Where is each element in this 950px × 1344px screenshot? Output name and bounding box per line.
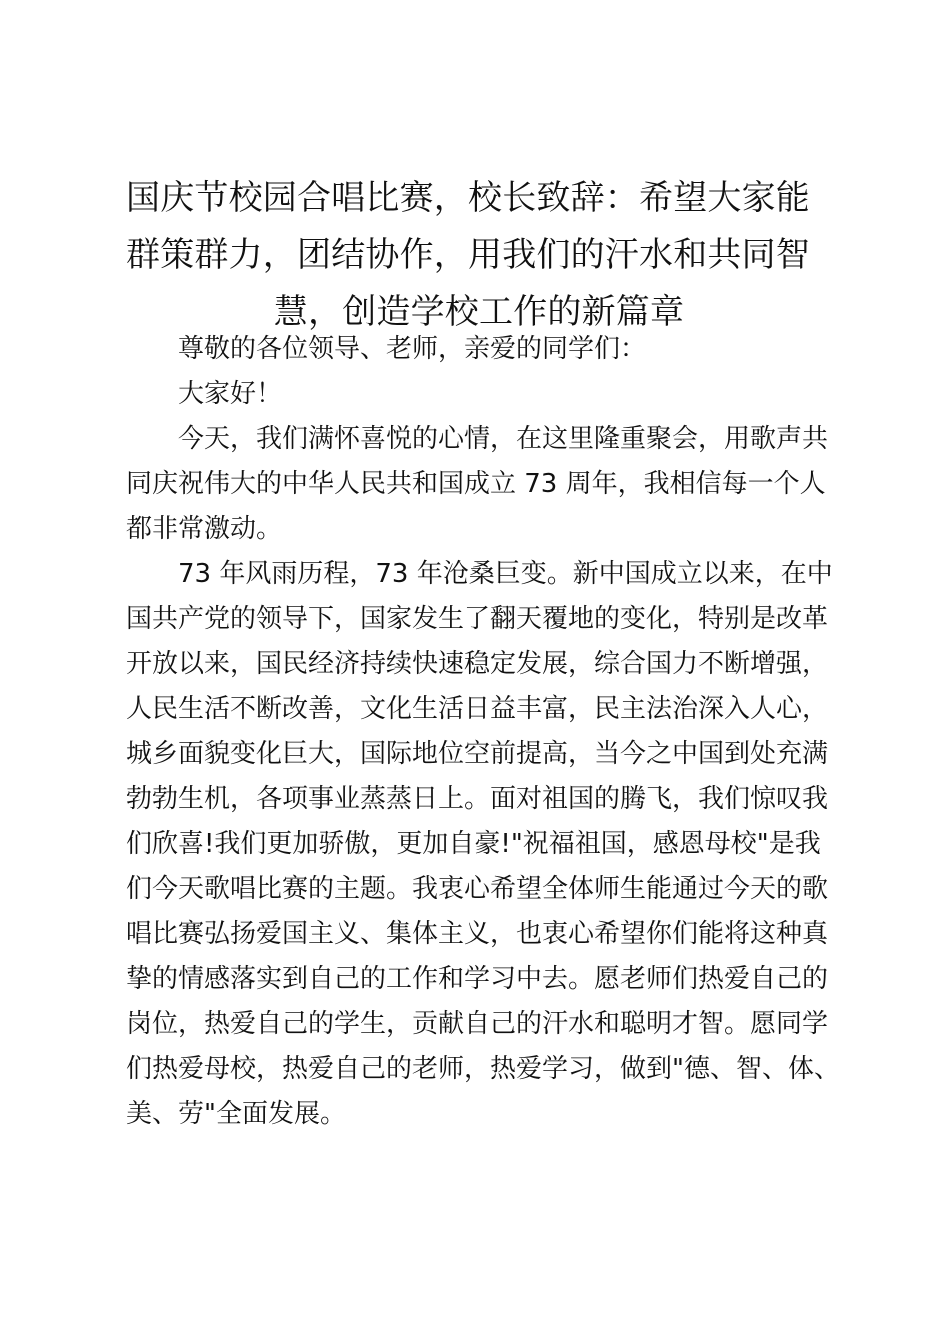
paragraph-line: 城乡面貌变化巨大，国际地位空前提高，当今之中国到处充满 — [126, 739, 829, 769]
title-line: 慧，创造学校工作的新篇章 — [273, 292, 685, 332]
paragraph-line: 同庆祝伟大的中华人民共和国成立 73 周年，我相信每一个人 — [126, 469, 826, 499]
paragraph-line: 唱比赛弘扬爱国主义、集体主义，也衷心希望你们能将这种真 — [126, 919, 829, 949]
paragraph-2 — [126, 552, 840, 1137]
paragraph-line: 美、劳"全面发展。 — [126, 1099, 346, 1129]
paragraph-line: 73 年风雨历程，73 年沧桑巨变。新中国成立以来，在中 — [178, 559, 833, 589]
paragraph-line: 今天，我们满怀喜悦的心情，在这里隆重聚会，用歌声共 — [178, 424, 829, 454]
paragraph-line: 都非常激动。 — [126, 514, 283, 544]
greeting: 大家好！ — [178, 379, 283, 409]
paragraph-line: 挚的情感落实到自己的工作和学习中去。愿老师们热爱自己的 — [126, 964, 829, 994]
paragraph-line: 开放以来，国民经济持续快速稳定发展，综合国力不断增强， — [126, 649, 829, 679]
title-line: 群策群力，团结协作，用我们的汗水和共同智 — [126, 235, 810, 275]
paragraph-1 — [126, 417, 836, 552]
paragraph-line: 勃勃生机，各项事业蒸蒸日上。面对祖国的腾飞，我们惊叹我 — [126, 784, 829, 814]
salutation: 尊敬的各位领导、老师，亲爱的同学们： — [178, 334, 647, 364]
paragraph-line: 们今天歌唱比赛的主题。我衷心希望全体师生能通过今天的歌 — [126, 874, 829, 904]
paragraph-line: 国共产党的领导下，国家发生了翻天覆地的变化，特别是改革 — [126, 604, 829, 634]
paragraph-line: 们欣喜!我们更加骄傲，更加自豪!"祝福祖国，感恩母校"是我 — [126, 829, 821, 859]
document-body — [126, 327, 840, 1137]
document-title — [126, 170, 832, 341]
title-line: 国庆节校园合唱比赛，校长致辞：希望大家能 — [126, 178, 810, 218]
paragraph-line: 岗位，热爱自己的学生，贡献自己的汗水和聪明才智。愿同学 — [126, 1009, 829, 1039]
paragraph-line: 人民生活不断改善，文化生活日益丰富，民主法治深入人心， — [126, 694, 829, 724]
paragraph-line: 们热爱母校，热爱自己的老师，热爱学习，做到"德、智、体、 — [126, 1054, 840, 1084]
